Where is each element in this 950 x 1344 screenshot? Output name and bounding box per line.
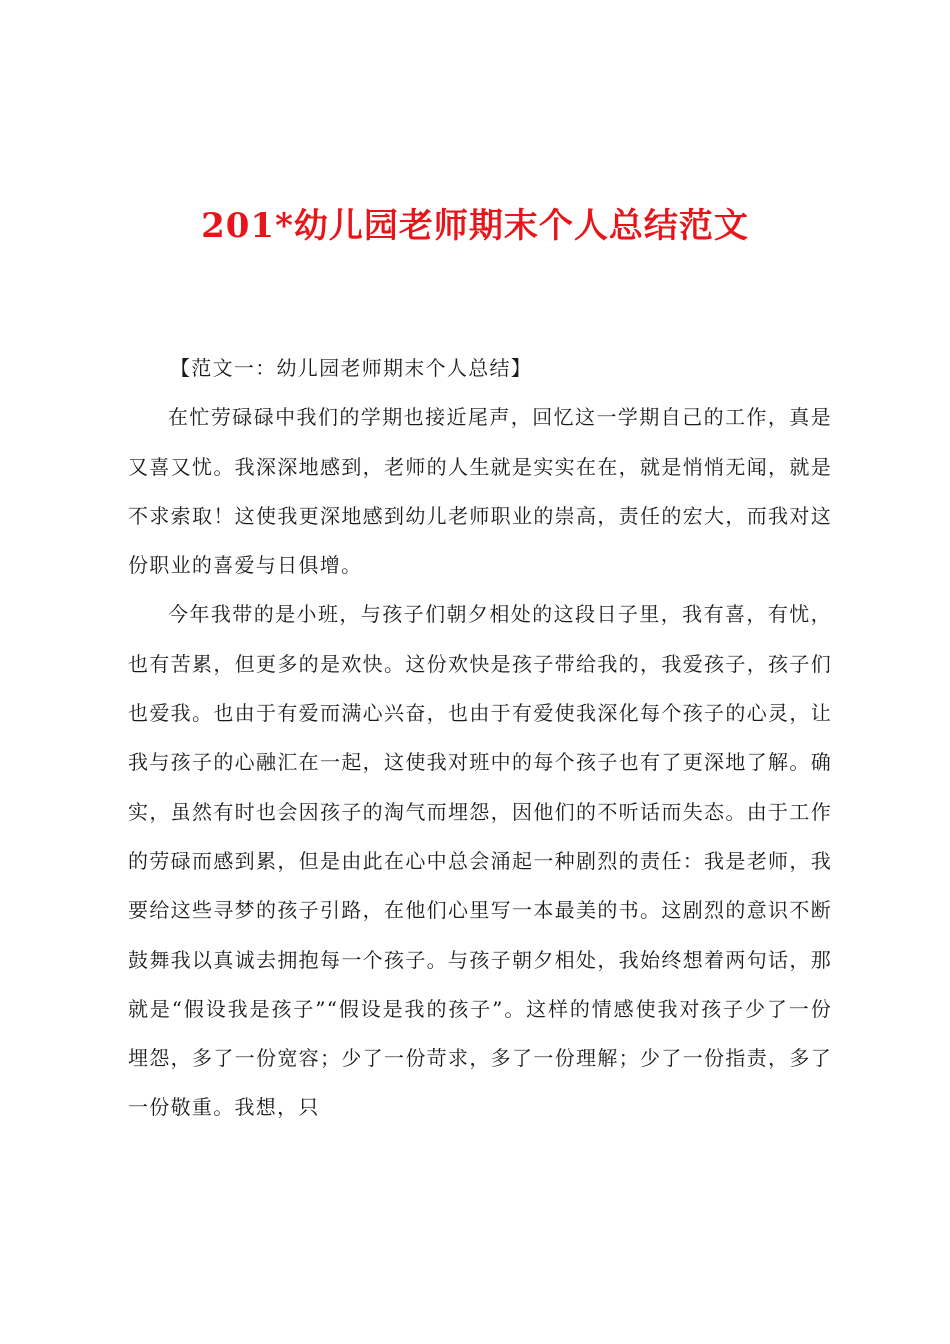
- section-heading: 【范文一：幼儿园老师期末个人总结】: [170, 356, 533, 380]
- document-body: [128, 344, 832, 1133]
- paragraph-1: 在忙劳碌碌中我们的学期也接近尾声，回忆这一学期自己的工作，真是又喜又忧。我深深地感到，老师的人生就是实实在在，就是悄悄无闻，就是不求索取！这使我更深地感到幼儿老师职业的崇高，责任的宏大，而我对这份职业的喜爱与日俱增。: [128, 405, 832, 578]
- paragraph-2: 今年我带的是小班，与孩子们朝夕相处的这段日子里，我有喜，有忧，也有苦累，但更多的是欢快。这份欢快是孩子带给我的，我爱孩子，孩子们也爱我。也由于有爱而满心兴奋，也由于有爱使我深化每个孩子的心灵，让我与孩子的心融汇在一起，这使我对班中的每个孩子也有了更深地了解。确实，虽然有时也会因孩子的淘气而埋怨，因他们的不听话而失态。由于工作的劳碌而感到累，但是由此在心中总会涌起一种剧烈的责任：我是老师，我要给这些寻梦的孩子引路，在他们心里写一本最美的书。这剧烈的意识不断鼓舞我以真诚去拥抱每一个孩子。与孩子朝夕相处，我始终想着两句话，那就是“假设我是孩子”“假设是我的孩子”。这样的情感使我对孩子少了一份埋怨，多了一份宽容；少了一份苛求，多了一份理解；少了一份指责，多了一份敬重。我想，只: [128, 602, 832, 1120]
- document-title: 201*幼儿园老师期末个人总结范文: [201, 206, 749, 246]
